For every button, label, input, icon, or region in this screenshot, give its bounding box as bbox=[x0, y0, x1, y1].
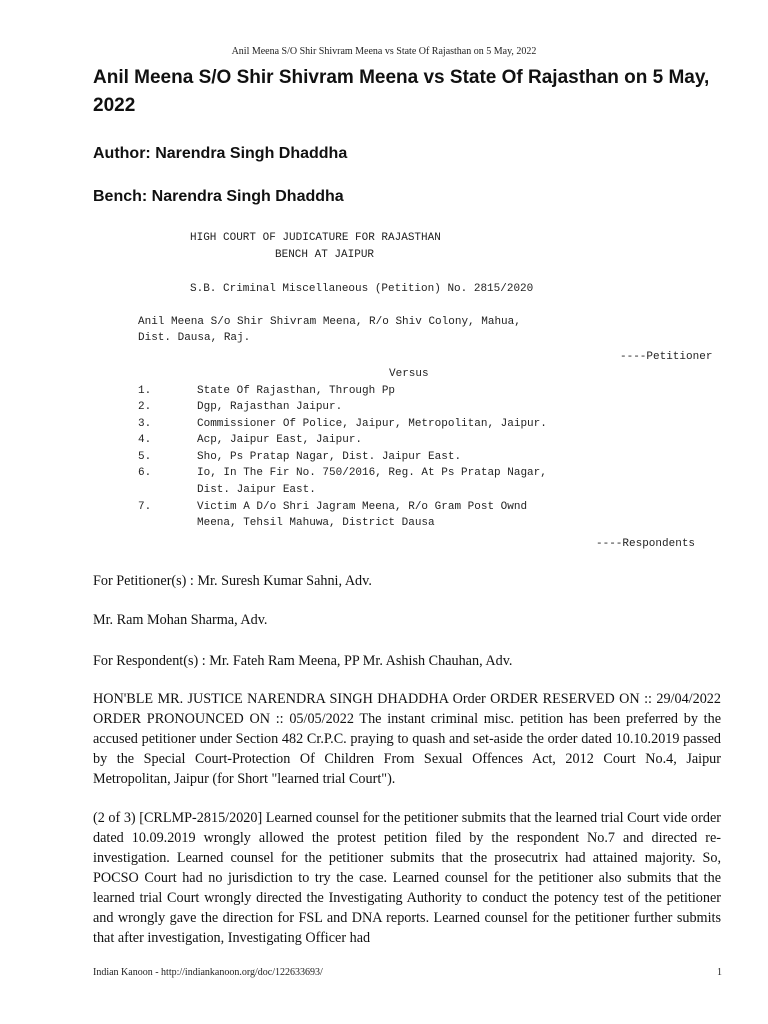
respondent-text-continued: Dist. Jaipur East. bbox=[197, 484, 316, 496]
respondent-text: Victim A D/o Shri Jagram Meena, R/o Gram Post Ownd bbox=[197, 501, 528, 513]
respondent-number: 4. bbox=[138, 434, 152, 446]
petitioner-line-1: Anil Meena S/o Shir Shivram Meena, R/o Shiv Colony, Mahua, bbox=[138, 316, 521, 328]
court-name: HIGH COURT OF JUDICATURE FOR RAJASTHAN bbox=[190, 232, 441, 244]
respondent-number: 6. bbox=[138, 467, 152, 479]
respondent-text: Acp, Jaipur East, Jaipur. bbox=[197, 434, 363, 446]
respondent-counsel: For Respondent(s) : Mr. Fateh Ram Meena, PP Mr. Ashish Chauhan, Adv. bbox=[93, 653, 513, 669]
respondent-text-continued: Meena, Tehsil Mahuwa, District Dausa bbox=[197, 517, 435, 529]
page-title: Anil Meena S/O Shir Shivram Meena vs State Of Rajasthan on 5 May, 2022 bbox=[93, 67, 710, 116]
respondent-number: 3. bbox=[138, 418, 152, 430]
running-header: Anil Meena S/O Shir Shivram Meena vs State Of Rajasthan on 5 May, 2022 bbox=[231, 46, 537, 57]
petitioner-tag: ----Petitioner bbox=[620, 351, 713, 363]
versus-label: Versus bbox=[389, 368, 429, 380]
petitioner-line-2: Dist. Dausa, Raj. bbox=[138, 332, 251, 344]
footer-source: Indian Kanoon - http://indiankanoon.org/doc/122633693/ bbox=[93, 967, 323, 978]
respondent-text: Io, In The Fir No. 750/2016, Reg. At Ps Pratap Nagar, bbox=[197, 467, 547, 479]
court-bench: BENCH AT JAIPUR bbox=[275, 249, 375, 261]
petitioner-counsel-2: Mr. Ram Mohan Sharma, Adv. bbox=[93, 612, 268, 628]
petitioner-counsel: For Petitioner(s) : Mr. Suresh Kumar Sahni, Adv. bbox=[93, 573, 372, 589]
respondent-number: 1. bbox=[138, 385, 152, 397]
respondent-text: Sho, Ps Pratap Nagar, Dist. Jaipur East. bbox=[197, 451, 462, 463]
respondent-number: 7. bbox=[138, 501, 152, 513]
bench-line: Bench: Narendra Singh Dhaddha bbox=[93, 188, 344, 205]
order-paragraph-continued: (2 of 3) [CRLMP-2815/2020] Learned counsel for the petitioner submits that the learned trial Court vide order dated 10.09.2019 wrongly allowed the protest petition filed by the respondent No.7 and directed re-investigation. Learned counsel for the petitioner submits that the prosecutrix had attained majority. So, POCSO Court had no jurisdiction to try the case. Learned counsel for the petitioner also submits that the learned trial Court wrongly directed the Investigating Authority to conduct the potency test of the petitioner and wrongly gave the direction for FSL and DNA reports. Learned counsel for the petitioner further submits that after investigation, Investigating Officer had bbox=[93, 810, 721, 946]
respondents-tag: ----Respondents bbox=[596, 538, 696, 550]
respondent-number: 2. bbox=[138, 401, 152, 413]
respondent-number: 5. bbox=[138, 451, 152, 463]
respondent-text: Dgp, Rajasthan Jaipur. bbox=[197, 401, 343, 413]
page-number: 1 bbox=[717, 967, 722, 978]
author-line: Author: Narendra Singh Dhaddha bbox=[93, 145, 348, 162]
respondent-text: State Of Rajasthan, Through Pp bbox=[197, 385, 396, 397]
order-paragraph: HON'BLE MR. JUSTICE NARENDRA SINGH DHADDHA Order ORDER RESERVED ON :: 29/04/2022 ORDER PRONOUNCED ON :: 05/05/2022 The instant criminal misc. petition has been preferred by the accused petitioner under Section 482 Cr.P.C. praying to quash and set-aside the order dated 10.10.2019 passed by the Special Court-Protection Of Children From Sexual Offences Act, 2012 Court No.4, Jaipur Metropolitan, Jaipur (for Short "learned trial Court"). bbox=[93, 691, 721, 787]
case-number: S.B. Criminal Miscellaneous (Petition) No. 2815/2020 bbox=[190, 283, 534, 295]
respondent-text: Commissioner Of Police, Jaipur, Metropolitan, Jaipur. bbox=[197, 418, 547, 430]
